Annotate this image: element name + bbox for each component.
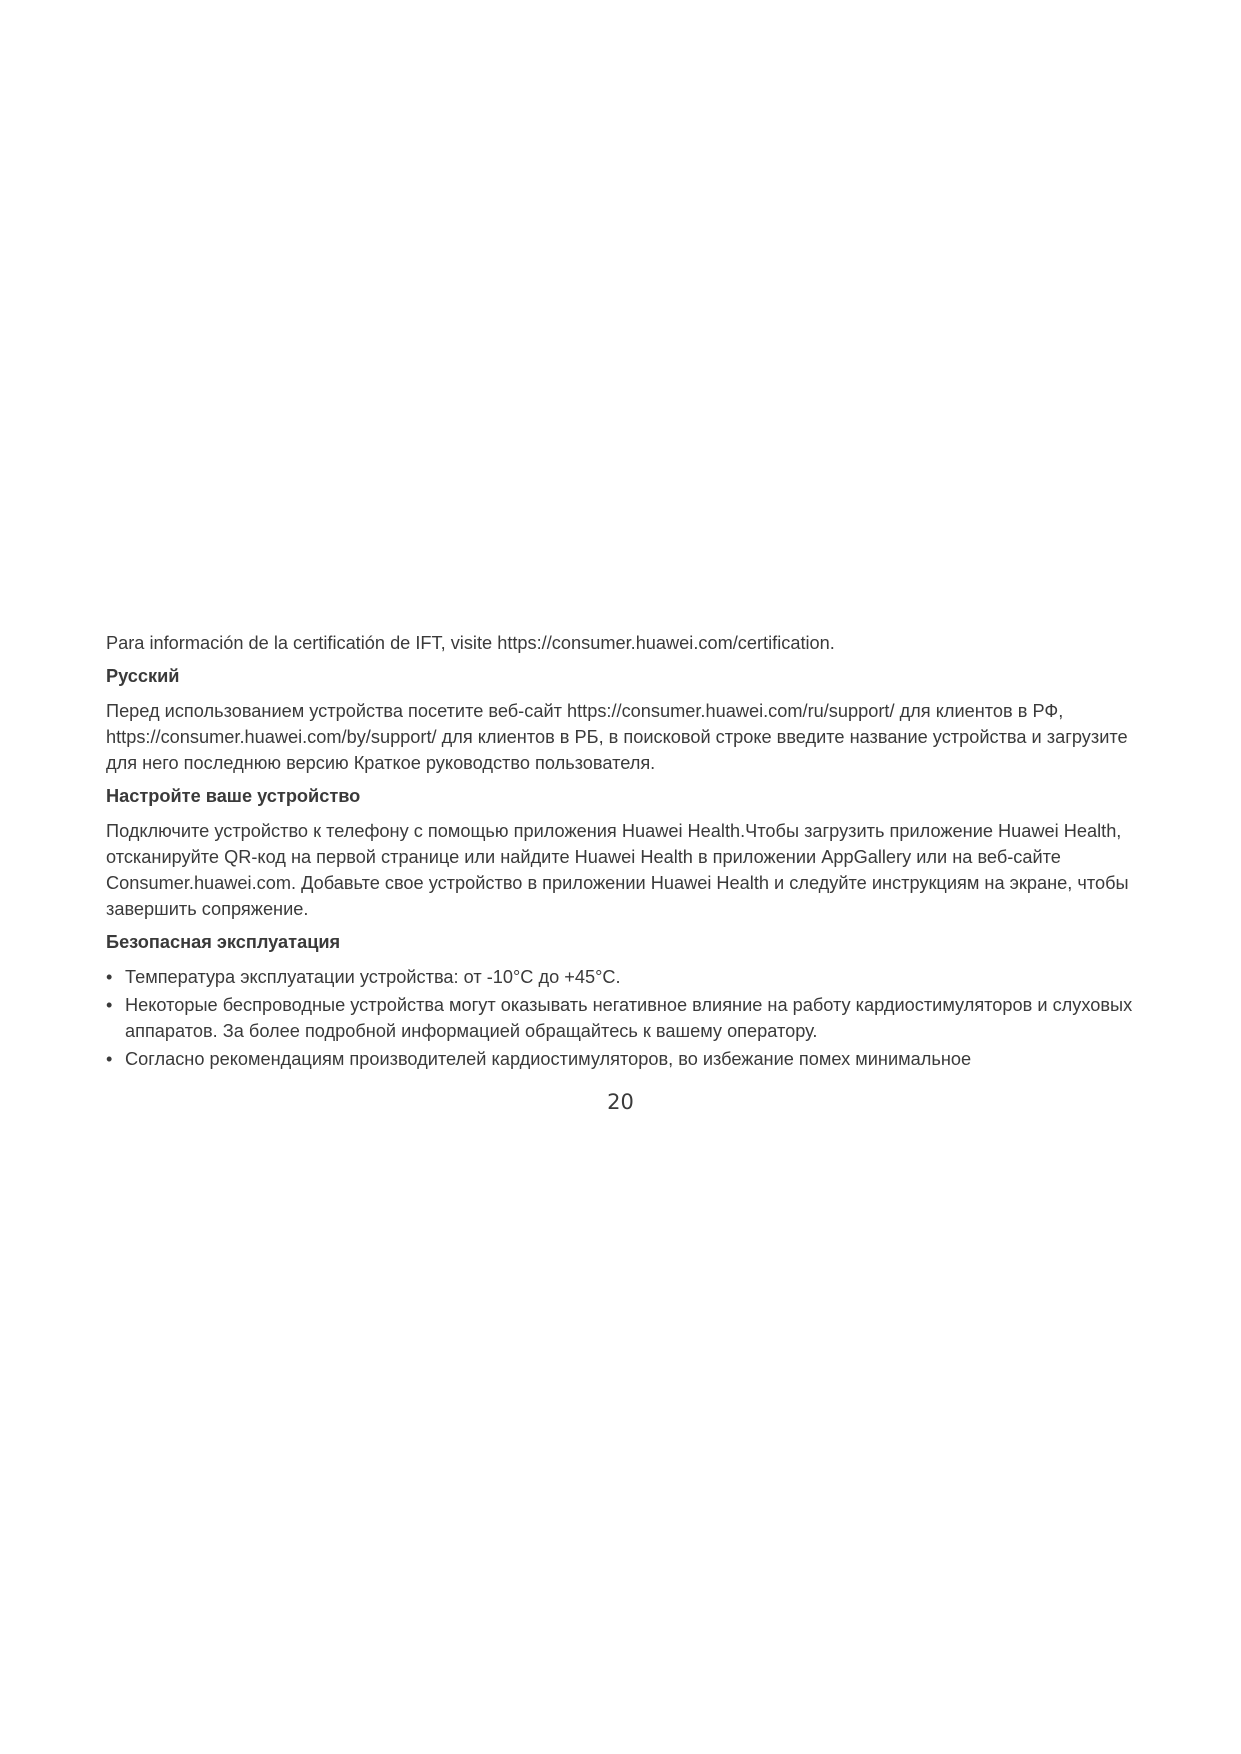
safety-list (106, 964, 1146, 1072)
safety-item-text: Некоторые беспроводные устройства могут оказывать негативное влияние на работу кардиостимуляторов и слуховых аппаратов. За более подробной информацией обращайтесь к вашему оператору. (125, 995, 1133, 1041)
safety-heading: Безопасная эксплуатация (106, 932, 341, 952)
setup-paragraph: Подключите устройство к телефону с помощью приложения Huawei Health.Чтобы загрузить приложение Huawei Health, отсканируйте QR-код на первой странице или найдите Huawei Health в приложении AppGallery или на веб-сайте Consumer.huawei.com. Добавьте свое устройство в приложении Huawei Health и следуйте инструкциям на экране, чтобы завершить сопряжение. (106, 821, 1129, 919)
page-number: 20 (607, 1090, 634, 1114)
safety-list-item (106, 992, 1146, 1044)
bullet-icon: • (106, 1049, 113, 1069)
certification-note: Para información de la certificatión de IFT, visite https://consumer.huawei.com/certification. (106, 633, 835, 653)
safety-item-text: Согласно рекомендациям производителей кардиостимуляторов, во избежание помех минимальное (125, 1049, 972, 1069)
page-content (106, 630, 1146, 1074)
setup-heading: Настройте ваше устройство (106, 786, 361, 806)
safety-list-item (106, 964, 1146, 990)
bullet-icon: • (106, 995, 113, 1015)
safety-list-item (106, 1046, 1146, 1072)
language-heading: Русский (106, 666, 180, 686)
bullet-icon: • (106, 967, 113, 987)
safety-item-text: Температура эксплуатации устройства: от -10°C до +45°C. (125, 967, 621, 987)
intro-paragraph: Перед использованием устройства посетите веб-сайт https://consumer.huawei.com/ru/support/ для клиентов в РФ, https://consumer.huawei.com/by/support/ для клиентов в РБ, в поисковой строке введите название устройства и загрузите для него последнюю версию Краткое руководство пользователя. (106, 701, 1128, 773)
